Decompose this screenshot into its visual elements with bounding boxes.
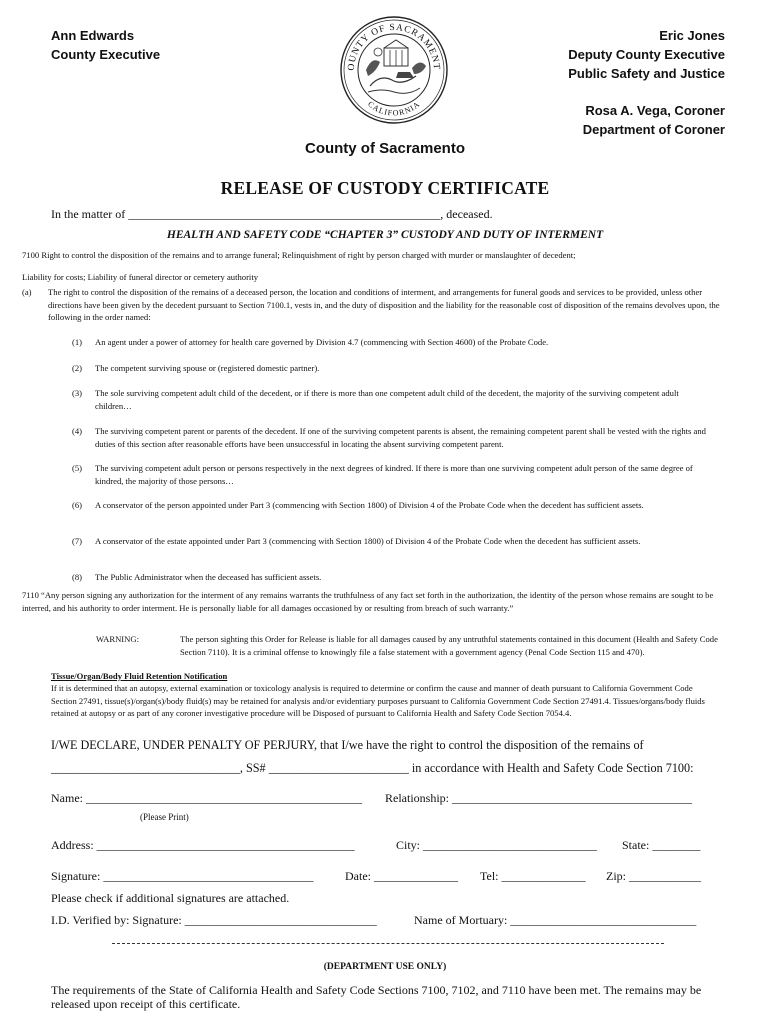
svg-text:COUNTY OF SACRAMENTO (340, 12, 441, 71)
executive-block (51, 26, 160, 64)
list-item-number: (6) (72, 500, 83, 510)
executive-title: County Executive (51, 47, 161, 62)
list-item-number: (4) (72, 426, 83, 436)
coroner-department: Department of Coroner (582, 122, 725, 137)
section-7100 (22, 249, 732, 283)
list-item-number: (3) (72, 388, 83, 398)
seal-top-text: OUNTY OF SACRAMENT (346, 22, 442, 72)
list-item-text: An agent under a power of attorney for health care governed by Division 4.7 (commencing with Section 4600) of the Probate Code. (95, 337, 549, 347)
deputy-subtitle: Public Safety and Justice (568, 66, 725, 81)
tissue-heading: Tissue/Organ/Body Fluid Retention Notification (51, 671, 228, 681)
requirements-statement: The requirements of the State of California Health and Safety Code Sections 7100, 7102, and 7110 have been met. The remains may be released upon receipt of this certificate. (51, 983, 702, 1011)
list-item-number: (7) (72, 536, 83, 546)
relationship-field[interactable]: Relationship: ________________________________________ (385, 791, 692, 805)
tissue-text: If it is determined that an autopsy, external examination or toxicology analysis is required to determine or confirm the cause and manner of death pursuant to California Government Code Section 27491, tissue(s)/organ(s)/body fluid(s) may be retained for analysis and/or evidentiary purposes pursuant to California Government Code Section 27491.4. Tissues/organs/body fluids retained at autopsy or as part of any coroner investigative procedure will be Disposed of pursuant to California Health and Safety Code Section 7054.4. (51, 683, 705, 719)
state-field[interactable]: State: ________ (622, 838, 701, 852)
list-item-text: The Public Administrator when the deceased has sufficient assets. (95, 572, 322, 582)
department-use-label: (DEPARTMENT USE ONLY) (323, 962, 447, 972)
name-field[interactable]: Name: ______________________________________________ (51, 791, 362, 805)
document-title: RELEASE OF CUSTODY CERTIFICATE (220, 178, 550, 198)
section-7100-line1: 7100 Right to control the disposition of the remains and to arrange funeral; Relinquishment of right by person charged with murder or manslaughter of decedent; (22, 250, 576, 260)
warning-text: The person sighting this Order for Release is liable for all damages caused by any untruthful statements contained in this document (Health and Safety Code Section 7110). It is a criminal offense to knowingly file a false statement with a government agency (Penal Code Section 115 and 470). (180, 634, 718, 657)
id-verified-field[interactable]: I.D. Verified by: Signature: ________________________________ (51, 913, 377, 927)
signature-field[interactable]: Signature: ___________________________________ (51, 869, 314, 883)
deputy-name: Eric Jones (659, 28, 725, 43)
county-name: County of Sacramento (304, 140, 466, 157)
list-item-number: (2) (72, 363, 83, 373)
list-item-number: (8) (72, 572, 83, 582)
county-seal-graphic (340, 12, 448, 130)
department-divider (112, 943, 664, 944)
matter-line[interactable]: In the matter of ____________________________________________________, deceased. (51, 207, 493, 221)
address-field[interactable]: Address: ___________________________________________ (51, 838, 355, 852)
svg-text:CALIFORNIA (366, 99, 422, 117)
list-item-text: A conservator of the person appointed under Part 3 (commencing with Section 1800) of Division 4 of the Probate Code when the decedent has sufficient assets. (95, 500, 644, 510)
county-seal (340, 12, 448, 130)
section-7110: 7110 “Any person signing any authorization for the interment of any remains warrants the truthfulness of any fact set forth in the authorization, the identity of the person whose remains are sought to be interred, and his authority to order interment. He is personally liable for all damages occasioned by or resulting from breach of such warranty.” (22, 590, 714, 613)
executive-name: Ann Edwards (51, 28, 135, 43)
list-item-text: The competent surviving spouse or (registered domestic partner). (95, 363, 320, 373)
city-field[interactable]: City: _____________________________ (396, 838, 598, 852)
zip-field[interactable]: Zip: ____________ (606, 869, 701, 883)
list-item-text: A conservator of the estate appointed under Part 3 (commencing with Section 1800) of Division 4 of the Probate Code when the decedent has sufficient assets. (95, 536, 641, 546)
seal-bottom-text: CALIFORNIA (366, 99, 422, 118)
section-7100-line2: Liability for costs; Liability of funeral director or cemetery authority (22, 271, 259, 282)
declaration-line1: I/WE DECLARE, UNDER PENALTY OF PERJURY, that I/we have the right to control the disposition of the remains of (51, 738, 644, 752)
list-item-text: The surviving competent parent or parents of the decedent. If one of the surviving competent parents is absent, the remaining competent parent shall be vested with the rights and duties of this section after reasonable efforts have been unsuccessful in locating the absent surviving competent parent. (95, 426, 706, 449)
mortuary-field[interactable]: Name of Mortuary: _______________________________ (414, 913, 697, 927)
list-item-number: (1) (72, 337, 83, 347)
date-field[interactable]: Date: ______________ (345, 869, 458, 883)
coroner-name: Rosa A. Vega, Coroner (585, 103, 725, 118)
list-item-number: (5) (72, 463, 83, 473)
additional-signatures-note[interactable]: Please check if additional signatures are attached. (51, 891, 290, 905)
deputy-block (568, 26, 725, 139)
paragraph-a-label: (a) (22, 287, 32, 297)
list-item-text: The sole surviving competent adult child of the decedent, or if there is more than one competent adult child of the decedent, the majority of the surviving competent adult children… (95, 388, 679, 411)
code-heading: HEALTH AND SAFETY CODE “CHAPTER 3” CUSTODY AND DUTY OF INTERMENT (166, 229, 604, 241)
list-item-text: The surviving competent adult person or persons respectively in the next degrees of kindred. If there is more than one surviving competent adult person of the same degree of kindred, the majority of those persons… (95, 463, 693, 486)
warning-label: WARNING: (96, 634, 139, 644)
tel-field[interactable]: Tel: ______________ (480, 869, 586, 883)
deputy-title: Deputy County Executive (568, 47, 725, 62)
please-print-note: (Please Print) (140, 812, 189, 822)
paragraph-a-text: The right to control the disposition of the remains of a deceased person, the location and conditions of interment, and arrangements for funeral goods and services to be provided, unless other directions have been given by the decedent pursuant to Section 7100.1, vests in, and the duty of disposition and the liability for the reasonable cost of disposition of the remains devolves upon, the following in the order named: (48, 287, 720, 323)
declaration-line2[interactable]: _______________________________, SS# _______________________ in accordance with Health and Safety Code Section 7100: (51, 761, 694, 775)
